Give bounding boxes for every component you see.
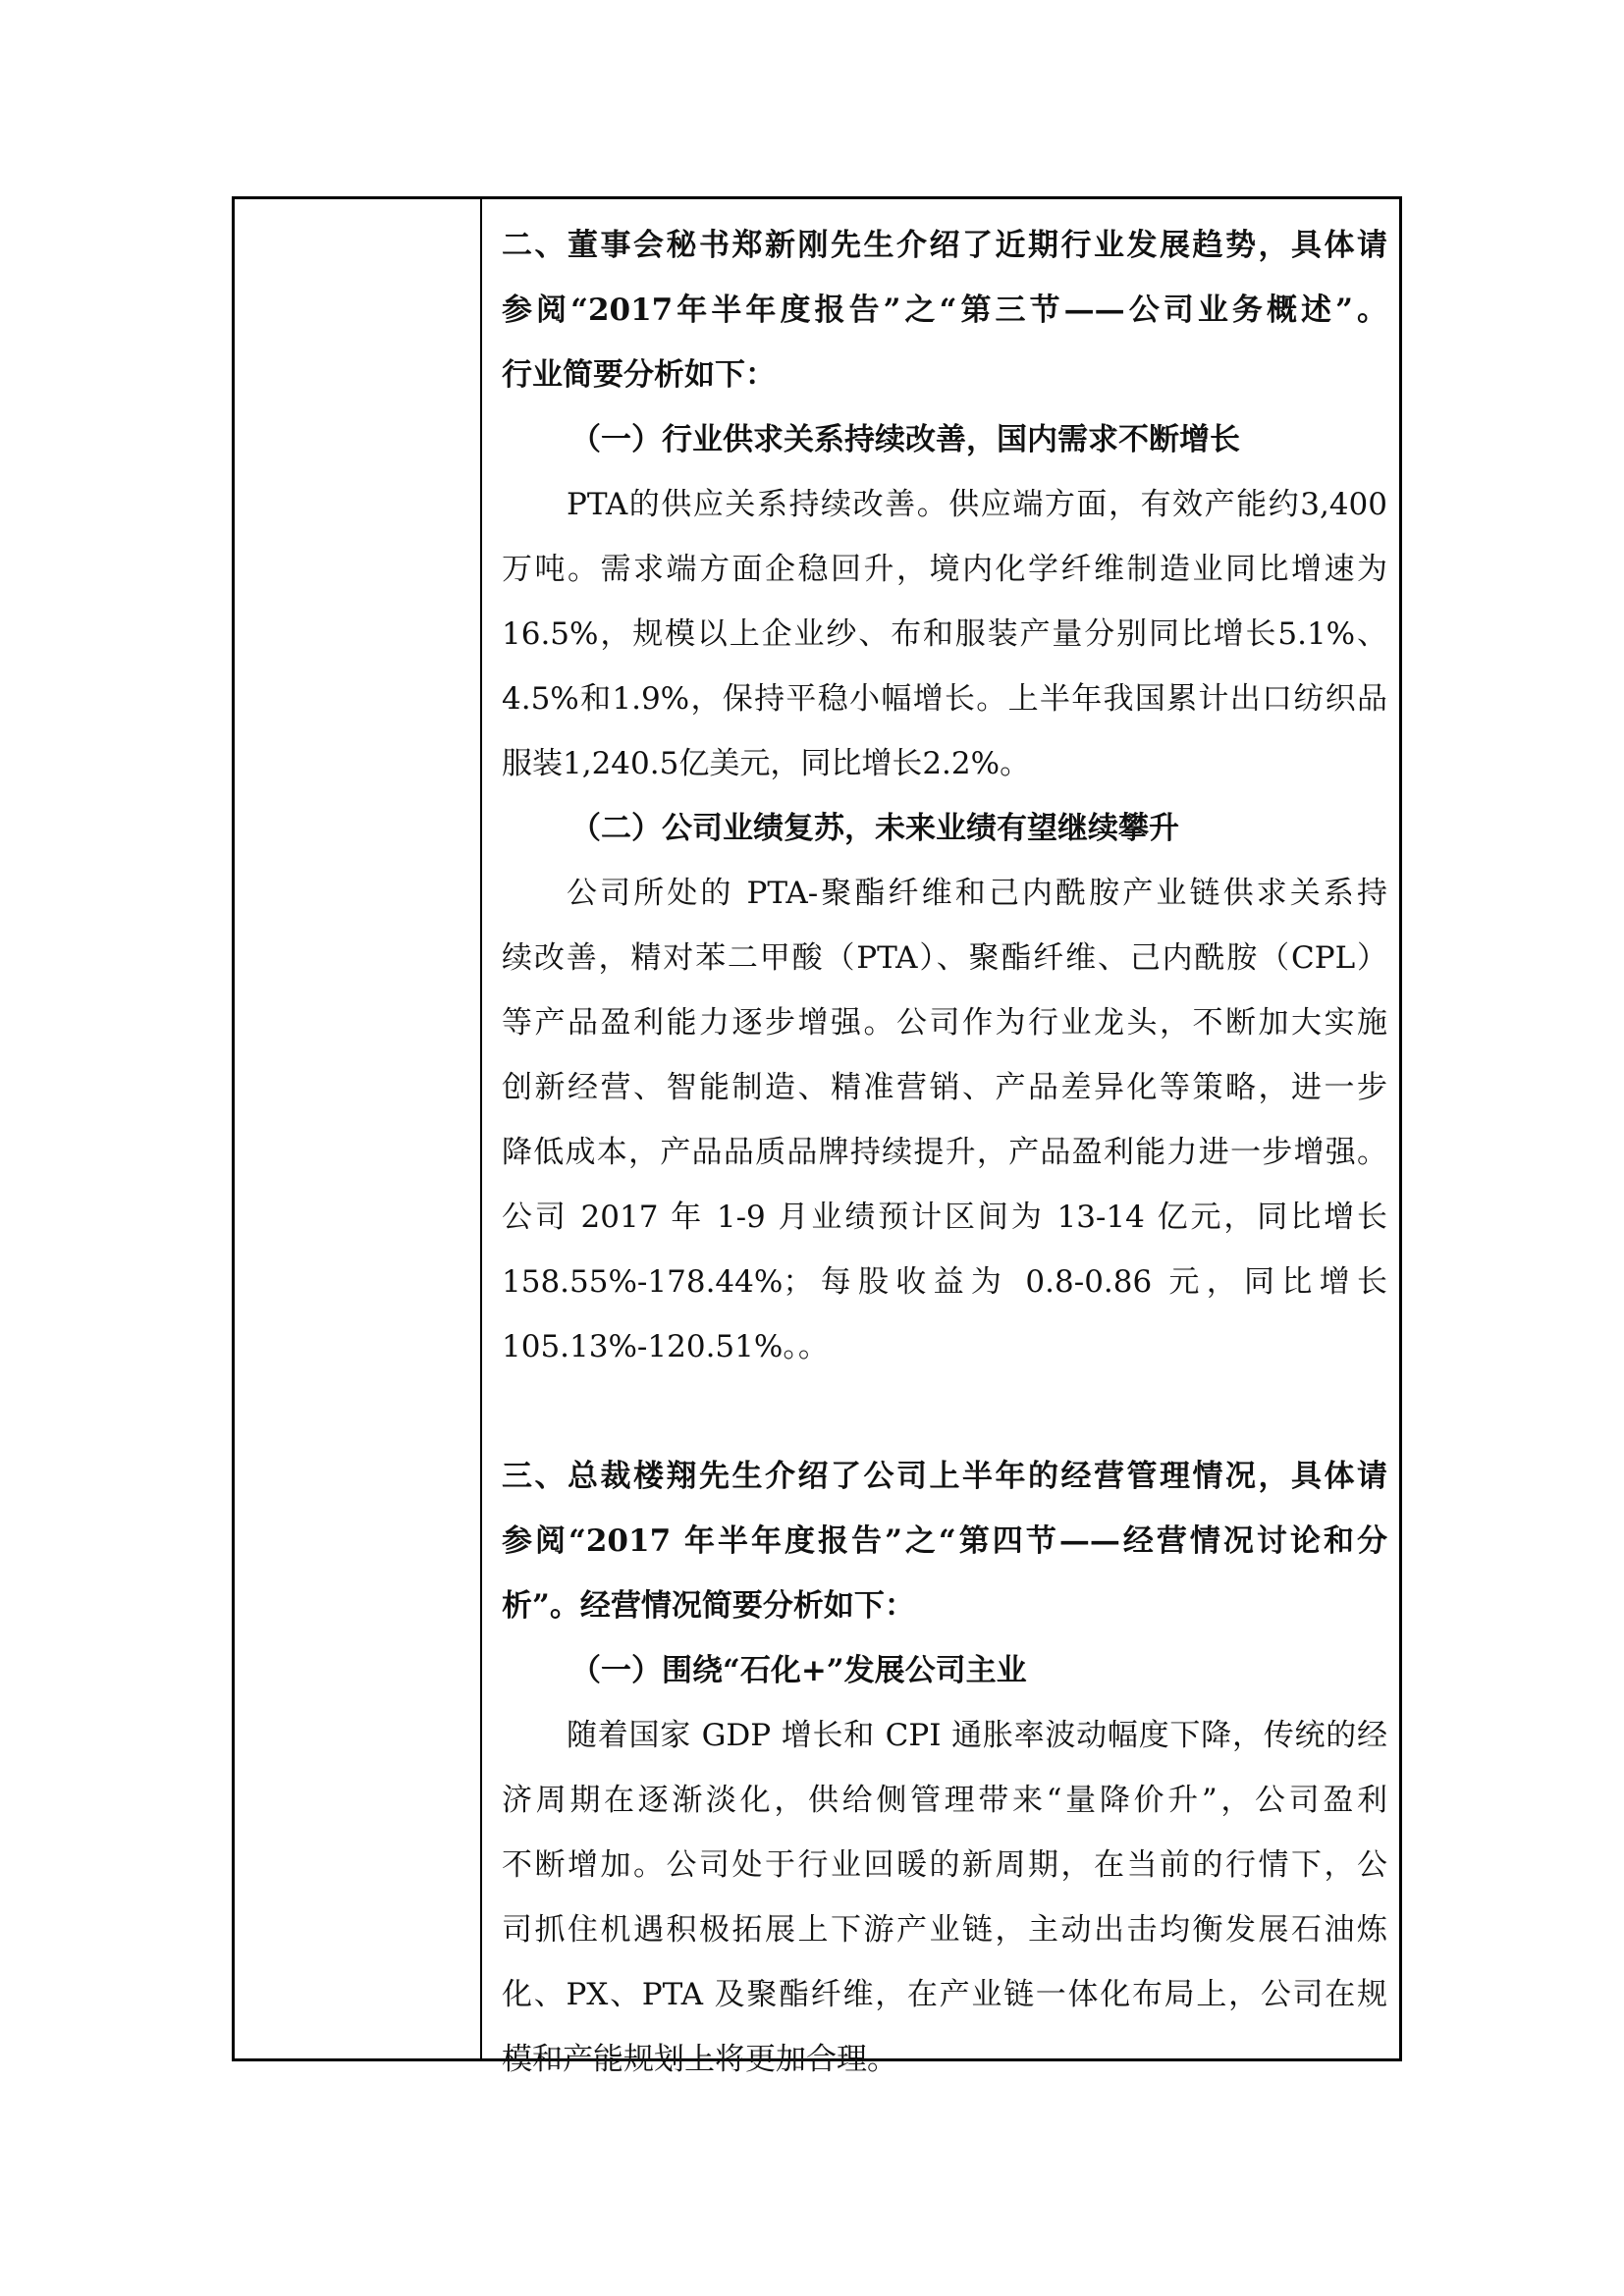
section3-sub1-line-3: 不断增加。公司处于行业回暖的新周期，在当前的行情下，公 bbox=[502, 1847, 1387, 1883]
section2-sub2-line-3: 等产品盈利能力逐步增强。公司作为行业龙头，不断加大实施 bbox=[502, 1005, 1387, 1041]
section3-heading-line-1: 三、总裁楼翔先生介绍了公司上半年的经营管理情况，具体请 bbox=[502, 1459, 1387, 1494]
section2-heading-line-1: 二、董事会秘书郑新刚先生介绍了近期行业发展趋势，具体请 bbox=[502, 228, 1387, 263]
section2-subheading-1: （一）行业供求关系持续改善，国内需求不断增长 bbox=[570, 422, 1240, 457]
section2-sub1-line-1: PTA的供应关系持续改善。供应端方面，有效产能约3,400 bbox=[567, 487, 1387, 522]
section2-sub1-line-4: 4.5%和1.9%，保持平稳小幅增长。上半年我国累计出口纺织品 bbox=[502, 681, 1387, 717]
section3-heading-line-3: 析”。经营情况简要分析如下： bbox=[502, 1588, 915, 1624]
section3-sub1-line-4: 司抓住机遇积极拓展上下游产业链，主动出击均衡发展石油炼 bbox=[502, 1912, 1387, 1948]
section3-sub1-line-2: 济周期在逐渐淡化，供给侧管理带来“量降价升”，公司盈利 bbox=[502, 1783, 1387, 1818]
section3-subheading-1: （一）围绕“石化+”发展公司主业 bbox=[570, 1653, 1027, 1688]
section2-sub2-line-6: 公司 2017 年 1-9 月业绩预计区间为 13-14 亿元，同比增长 bbox=[502, 1200, 1387, 1235]
section2-sub1-line-5: 服装1,240.5亿美元，同比增长2.2%。 bbox=[502, 746, 1031, 781]
section2-sub1-line-3: 16.5%，规模以上企业纱、布和服装产量分别同比增长5.1%、 bbox=[502, 616, 1387, 652]
section2-subheading-2: （二）公司业绩复苏，未来业绩有望继续攀升 bbox=[570, 811, 1179, 846]
section2-sub2-line-4: 创新经营、智能制造、精准营销、产品差异化等策略，进一步 bbox=[502, 1070, 1387, 1105]
section-spacer bbox=[502, 1379, 1387, 1444]
section3-sub1-line-6: 模和产能规划上将更加合理。 bbox=[502, 2042, 897, 2077]
section3-sub1-line-5: 化、PX、PTA 及聚酯纤维，在产业链一体化布局上，公司在规 bbox=[502, 1977, 1387, 2012]
section2-sub2-line-5: 降低成本，产品品质品牌持续提升，产品盈利能力进一步增强。 bbox=[502, 1135, 1387, 1170]
section2-heading-line-3: 行业简要分析如下： bbox=[502, 357, 776, 393]
section2-heading-line-2: 参阅“2017年半年度报告”之“第三节——公司业务概述”。 bbox=[502, 293, 1387, 328]
document-table bbox=[232, 196, 1402, 2077]
section2-sub2-line-7: 158.55%-178.44%；每股收益为 0.8-0.86 元，同比增长 bbox=[502, 1264, 1387, 1300]
table-left-column bbox=[235, 199, 482, 2058]
section3-heading-line-2: 参阅“2017 年半年度报告”之“第四节——经营情况讨论和分 bbox=[502, 1523, 1387, 1559]
section2-sub2-line-2: 续改善，精对苯二甲酸（PTA）、聚酯纤维、己内酰胺（CPL） bbox=[502, 940, 1387, 976]
section2-sub2-line-8: 105.13%-120.51%。。 bbox=[502, 1329, 829, 1364]
section3-sub1-line-1: 随着国家 GDP 增长和 CPI 通胀率波动幅度下降，传统的经 bbox=[567, 1718, 1387, 1753]
table-content-cell bbox=[482, 199, 1399, 2077]
section2-sub1-line-2: 万吨。需求端方面企稳回升，境内化学纤维制造业同比增速为 bbox=[502, 552, 1387, 587]
section2-sub2-line-1: 公司所处的 PTA-聚酯纤维和己内酰胺产业链供求关系持 bbox=[567, 876, 1387, 911]
